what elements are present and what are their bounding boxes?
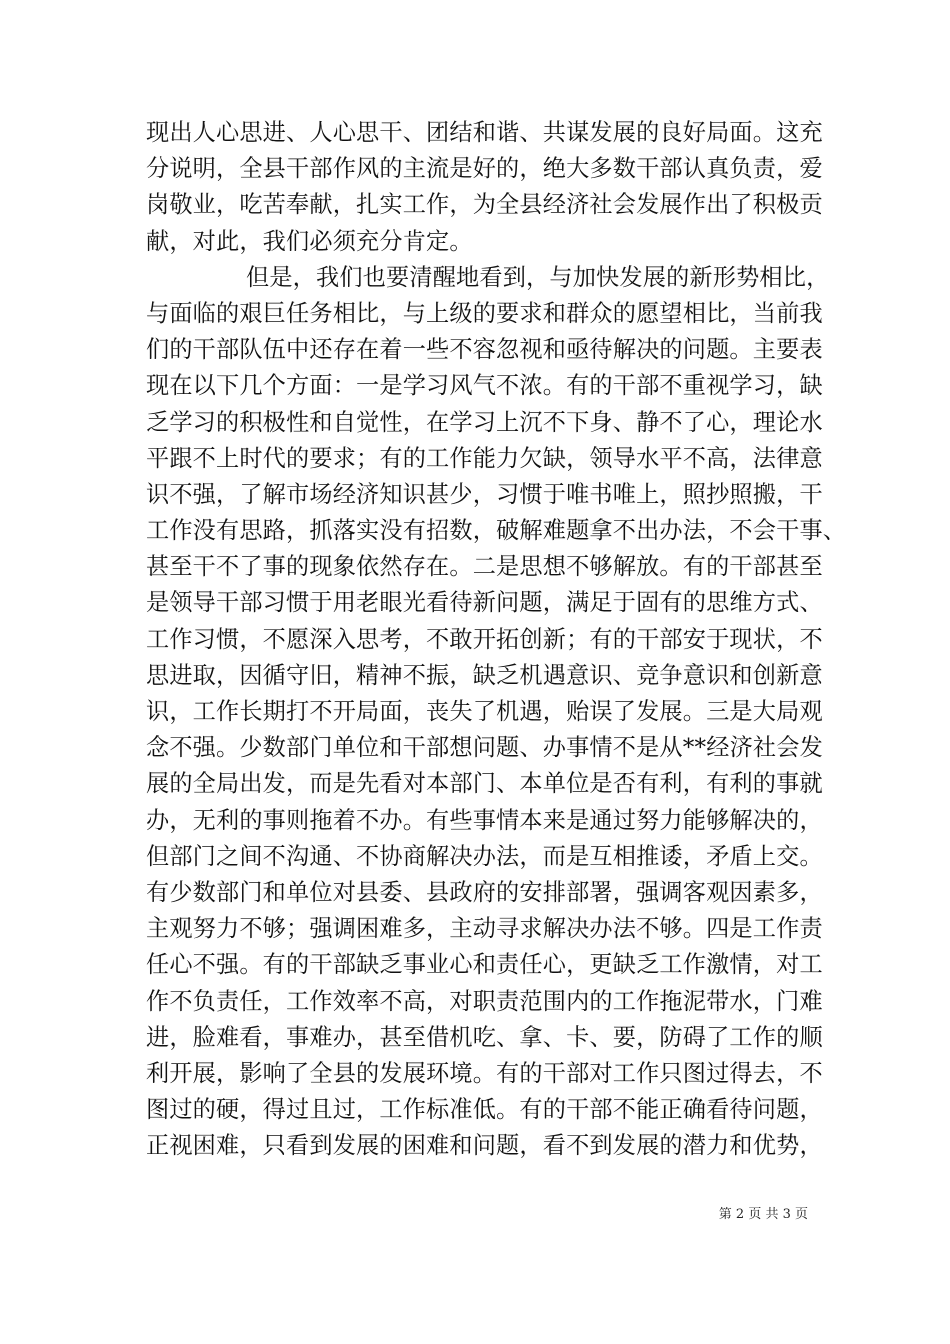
text-line: 现在以下几个方面：一是学习风气不浓。有的干部不重视学习，缺 <box>146 372 823 400</box>
text-line: 主观努力不够；强调困难多，主动寻求解决办法不够。四是工作责 <box>146 915 823 943</box>
text-line: 进，脸难看，事难办，甚至借机吃、拿、卡、要，防碍了工作的顺 <box>146 1023 823 1051</box>
text-line: 作不负责任，工作效率不高，对职责范围内的工作拖泥带水，门难 <box>146 987 823 1015</box>
text-line: 展的全局出发，而是先看对本部门、本单位是否有利，有利的事就 <box>146 770 823 798</box>
text-line: 是领导干部习惯于用老眼光看待新问题，满足于固有的思维方式、 <box>146 589 823 617</box>
text-line: 工作习惯，不愿深入思考，不敢开拓创新；有的干部安于现状，不 <box>146 625 823 653</box>
text-line: 分说明，全县干部作风的主流是好的，绝大多数干部认真负责，爱 <box>146 155 823 183</box>
text-line: 识，工作长期打不开局面，丧失了机遇，贻误了发展。三是大局观 <box>146 698 823 725</box>
paragraph-start-line: 但是，我们也要清醒地看到，与加快发展的新形势相比， <box>246 263 830 291</box>
text-line: 任心不强。有的干部缺乏事业心和责任心，更缺乏工作激情，对工 <box>146 951 823 979</box>
text-line: 利开展，影响了全县的发展环境。有的干部对工作只图过得去，不 <box>146 1059 823 1087</box>
text-line: 献，对此，我们必须充分肯定。 <box>146 227 473 255</box>
page-number-label: 第 2 页 共 3 页 <box>718 1207 808 1222</box>
text-line: 正视困难，只看到发展的困难和问题，看不到发展的潜力和优势， <box>146 1132 823 1160</box>
text-line: 们的干部队伍中还存在着一些不容忽视和亟待解决的问题。主要表 <box>146 336 823 364</box>
text-line: 工作没有思路，抓落实没有招数，破解难题拿不出办法，不会干事、 <box>146 517 847 545</box>
text-line: 与面临的艰巨任务相比，与上级的要求和群众的愿望相比，当前我 <box>146 299 823 327</box>
text-line: 甚至干不了事的现象依然存在。二是思想不够解放。有的干部甚至 <box>146 553 823 581</box>
text-line: 办，无利的事则拖着不办。有些事情本来是通过努力能够解决的， <box>146 806 823 834</box>
body-text <box>146 115 847 1164</box>
text-line: 有少数部门和单位对县委、县政府的安排部署，强调客观因素多， <box>146 878 823 906</box>
text-line: 乏学习的积极性和自觉性，在学习上沉不下身、静不了心，理论水 <box>146 408 823 436</box>
page-footer <box>719 1203 808 1222</box>
text-line: 现出人心思进、人心思干、团结和谐、共谋发展的良好局面。这充 <box>146 119 823 146</box>
text-line: 平跟不上时代的要求；有的工作能力欠缺，领导水平不高，法律意 <box>146 444 823 472</box>
text-line: 岗敬业，吃苦奉献，扎实工作，为全县经济社会发展作出了积极贡 <box>146 191 823 219</box>
text-line: 但部门之间不沟通、不协商解决办法，而是互相推诿，矛盾上交。 <box>146 842 823 870</box>
text-line: 念不强。少数部门单位和干部想问题、办事情不是从**经济社会发 <box>146 734 823 762</box>
text-line: 思进取，因循守旧，精神不振，缺乏机遇意识、竞争意识和创新意 <box>146 661 823 689</box>
text-line: 识不强，了解市场经济知识甚少，习惯于唯书唯上，照抄照搬，干 <box>146 480 823 508</box>
text-line: 图过的硬，得过且过，工作标准低。有的干部不能正确看待问题， <box>146 1096 823 1124</box>
